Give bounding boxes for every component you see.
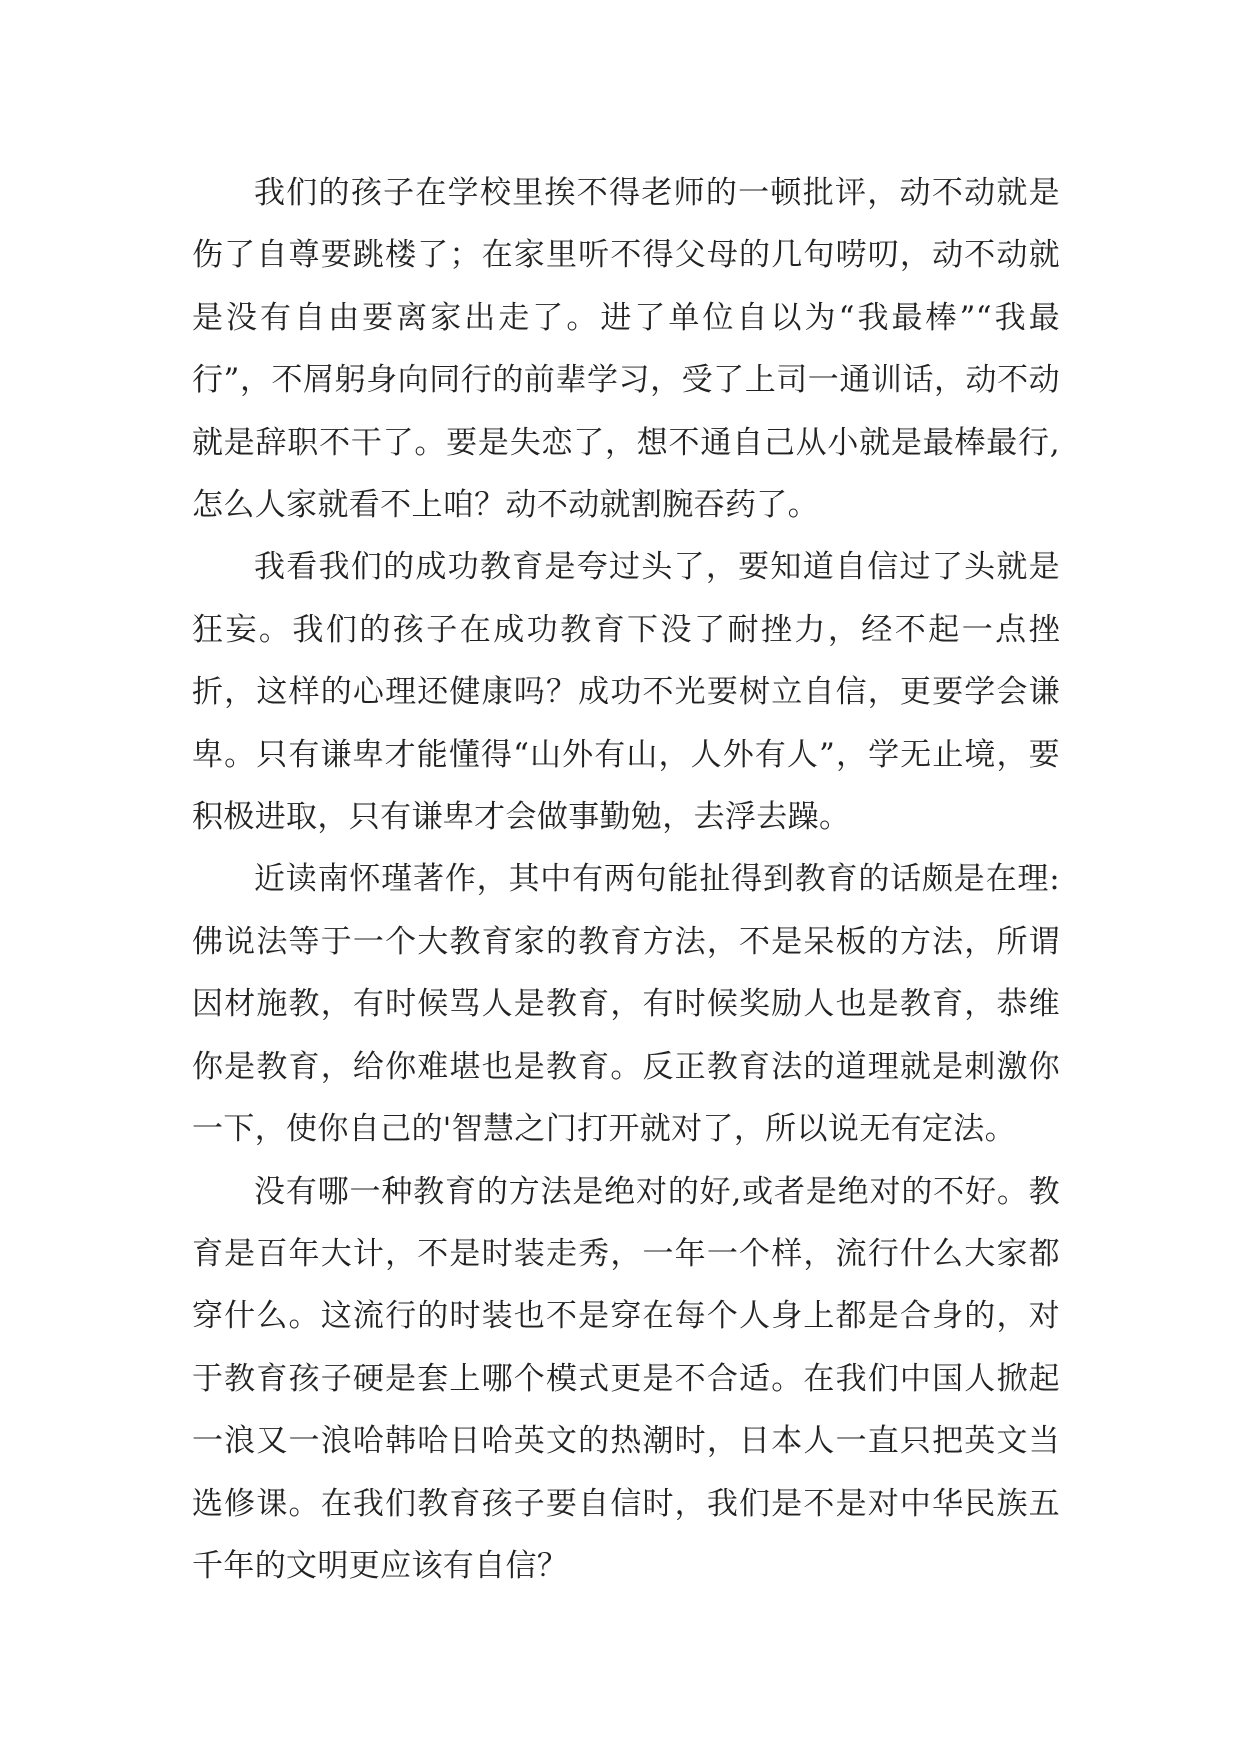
paragraph: 我看我们的成功教育是夸过头了，要知道自信过了头就是狂妄。我们的孩子在成功教育下没了耐挫力，经不起一点挫折，这样的心理还健康吗？成功不光要树立自信，更要学会谦卑。只有谦卑才能懂得“山外有山，人外有人”，学无止境，要积极进取，只有谦卑才会做事勤勉，去浮去躁。: [192, 549, 1060, 836]
paragraph: 没有哪一种教育的方法是绝对的好,或者是绝对的不好。教育是百年大计，不是时装走秀，一年一个样，流行什么大家都穿什么。这流行的时装也不是穿在每个人身上都是合身的，对于教育孩子硬是套上哪个模式更是不合适。在我们中国人掀起一浪又一浪哈韩哈日哈英文的热潮时，日本人一直只把英文当选修课。在我们教育孩子要自信时，我们是不是对中华民族五千年的文明更应该有自信？: [192, 1173, 1060, 1584]
paragraph: 我们的孩子在学校里挨不得老师的一顿批评，动不动就是伤了自尊要跳楼了；在家里听不得父母的几句唠叨，动不动就是没有自由要离家出走了。进了单位自以为“我最棒”“我最行”，不屑躬身向同行的前辈学习，受了上司一通训话，动不动就是辞职不干了。要是失恋了，想不通自己从小就是最棒最行,怎么人家就看不上咱？动不动就割腕吞药了。: [192, 175, 1060, 524]
paragraph: 近读南怀瑾著作，其中有两句能扯得到教育的话颇是在理:佛说法等于一个大教育家的教育方法，不是呆板的方法，所谓因材施教，有时候骂人是教育，有时候奖励人也是教育，恭维你是教育，给你难堪也是教育。反正教育法的道理就是刺激你一下，使你自己的'智慧之门打开就对了，所以说无有定法。: [192, 861, 1060, 1148]
document-body: [192, 162, 1060, 1597]
